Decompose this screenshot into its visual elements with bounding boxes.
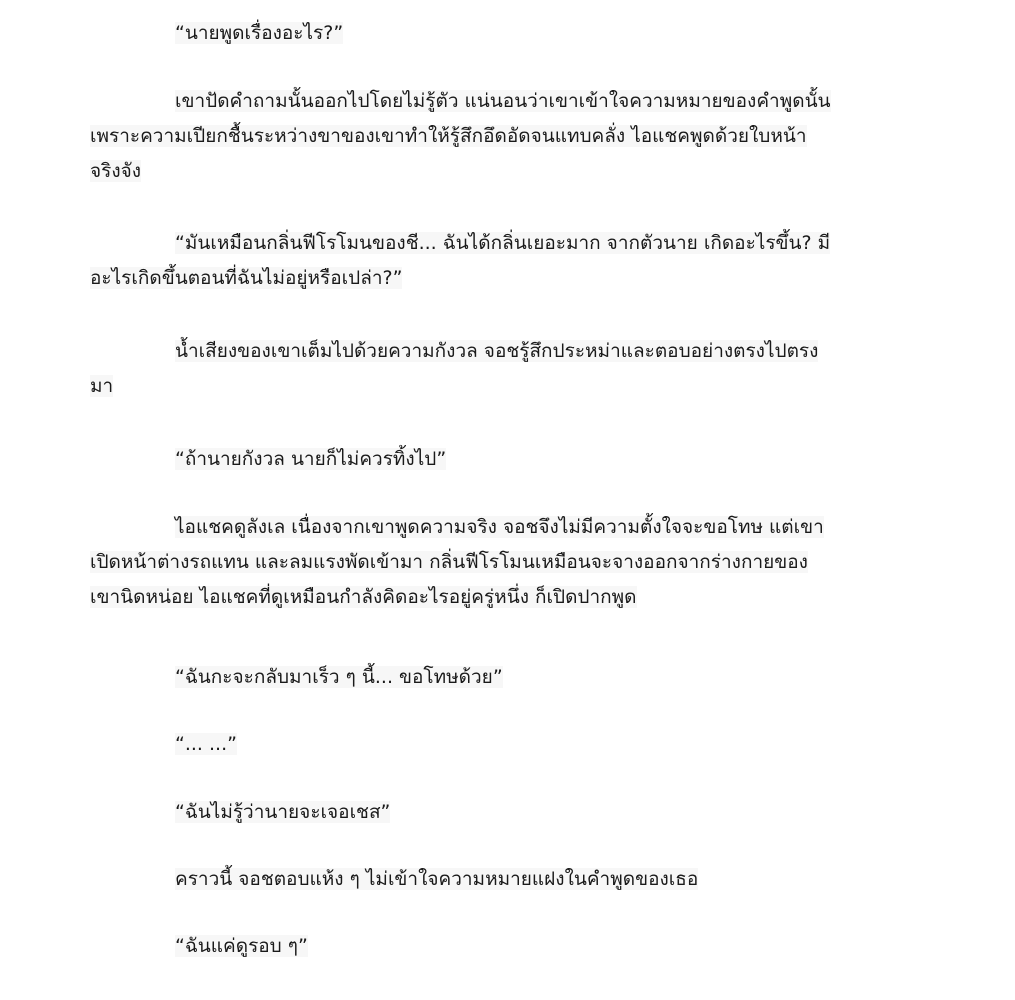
narration-paragraph — [90, 862, 920, 897]
text-line: เพราะความเปียกชื้นระหว่างขาของเขาทำให้รู้สึกอึดอัดจนแทบคลั่ง ไอแชคพูดด้วยใบหน้า — [90, 125, 807, 147]
dialogue-paragraph — [90, 660, 920, 695]
dialogue-paragraph — [90, 929, 920, 964]
dialogue-paragraph — [90, 795, 920, 830]
text-line: “ฉันกะจะกลับมาเร็ว ๆ นี้... ขอโทษด้วย” — [175, 666, 503, 688]
narration-paragraph — [90, 334, 920, 404]
text-line: “นายพูดเรื่องอะไร?” — [175, 22, 344, 44]
text-line: “ฉันไม่รู้ว่านายจะเจอเชส” — [175, 801, 391, 823]
dialogue-paragraph — [90, 442, 920, 477]
dialogue-paragraph — [90, 16, 920, 51]
narration-paragraph — [90, 510, 920, 615]
text-line: คราวนี้ จอชตอบแห้ง ๆ ไม่เข้าใจความหมายแฝงในคำพูดของเธอ — [175, 868, 699, 890]
text-line: จริงจัง — [90, 160, 142, 182]
text-line: “ฉันแค่ดูรอบ ๆ” — [175, 935, 308, 957]
narration-paragraph — [90, 84, 920, 189]
text-line: เปิดหน้าต่างรถแทน และลมแรงพัดเข้ามา กลิ่นฟีโรโมนเหมือนจะจางออกจากร่างกายของ — [90, 551, 808, 573]
text-line: “มันเหมือนกลิ่นฟีโรโมนของชี... ฉันได้กลิ่นเยอะมาก จากตัวนาย เกิดอะไรขึ้น? มี — [175, 232, 831, 254]
text-line: เขาปัดคำถามนั้นออกไปโดยไม่รู้ตัว แน่นอนว่าเขาเข้าใจความหมายของคำพูดนั้น — [175, 90, 831, 112]
text-line: น้ำเสียงของเขาเต็มไปด้วยความกังวล จอชรู้สึกประหม่าและตอบอย่างตรงไปตรง — [175, 340, 819, 362]
text-line: “ถ้านายกังวล นายก็ไม่ควรทิ้งไป” — [175, 448, 447, 470]
dialogue-paragraph — [90, 226, 920, 296]
text-line: ไอแชคดูลังเล เนื่องจากเขาพูดความจริง จอชจึงไม่มีความตั้งใจจะขอโทษ แต่เขา — [175, 516, 824, 538]
text-line: อะไรเกิดขึ้นตอนที่ฉันไม่อยู่หรือเปล่า?” — [90, 267, 403, 289]
text-line: “... ...” — [175, 733, 237, 755]
dialogue-paragraph — [90, 727, 920, 762]
text-line: มา — [90, 375, 114, 397]
text-line: เขานิดหน่อย ไอแชคที่ดูเหมือนกำลังคิดอะไรอยู่ครู่หนึ่ง ก็เปิดปากพูด — [90, 586, 637, 608]
